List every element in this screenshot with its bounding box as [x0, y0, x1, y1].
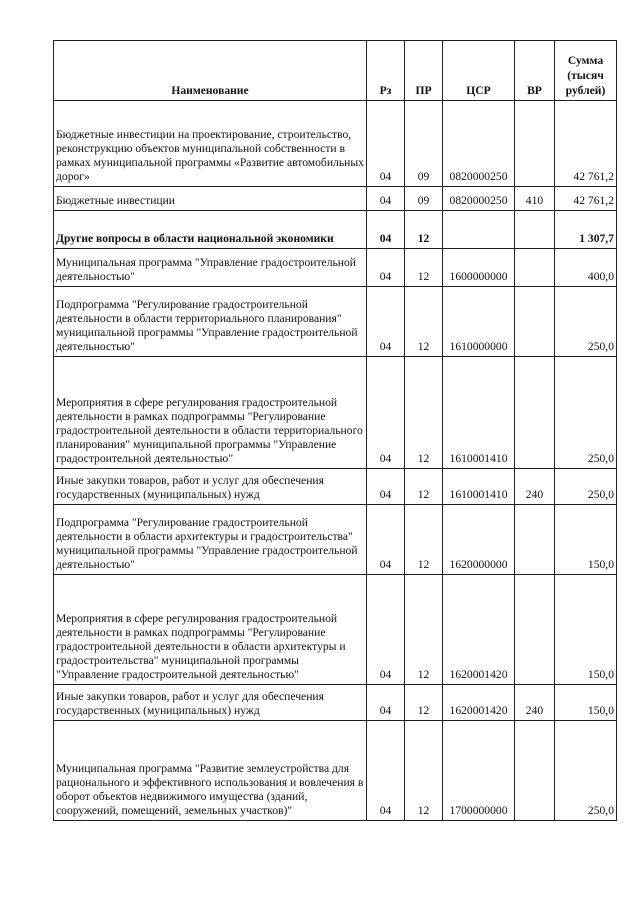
- row-vr: [515, 211, 555, 249]
- row-rz: 04: [367, 721, 405, 821]
- row-csr: 1600000000: [443, 249, 515, 287]
- row-csr: 1700000000: [443, 721, 515, 821]
- row-rz: 04: [367, 187, 405, 211]
- row-sum: 250,0: [555, 287, 617, 357]
- row-pr: 12: [405, 287, 443, 357]
- row-name: Муниципальная программа "Управление градостроительной деятельностью": [54, 249, 367, 287]
- table-row: [54, 287, 617, 357]
- table-row: [54, 101, 617, 187]
- row-rz: 04: [367, 505, 405, 575]
- row-vr: 240: [515, 469, 555, 505]
- row-csr: 1610000000: [443, 287, 515, 357]
- row-csr: 1610001410: [443, 469, 515, 505]
- row-rz: 04: [367, 469, 405, 505]
- table-row: [54, 721, 617, 821]
- row-sum: 1 307,7: [555, 211, 617, 249]
- table-row: [54, 469, 617, 505]
- row-csr: 1620001420: [443, 575, 515, 685]
- table-row: [54, 249, 617, 287]
- row-sum: 250,0: [555, 721, 617, 821]
- row-pr: 12: [405, 357, 443, 469]
- row-pr: 09: [405, 187, 443, 211]
- row-csr: 1620001420: [443, 685, 515, 721]
- header-sum: Сумма (тысяч рублей): [555, 41, 617, 101]
- row-pr: 09: [405, 101, 443, 187]
- row-rz: 04: [367, 249, 405, 287]
- row-sum: 150,0: [555, 575, 617, 685]
- row-pr: 12: [405, 469, 443, 505]
- row-rz: 04: [367, 575, 405, 685]
- header-vr: ВР: [515, 41, 555, 101]
- row-sum: 400,0: [555, 249, 617, 287]
- row-vr: [515, 101, 555, 187]
- row-csr: [443, 211, 515, 249]
- row-pr: 12: [405, 211, 443, 249]
- row-vr: 410: [515, 187, 555, 211]
- budget-table: [53, 40, 617, 821]
- row-vr: [515, 249, 555, 287]
- row-name: Иные закупки товаров, работ и услуг для обеспечения государственных (муниципальных) нужд: [54, 685, 367, 721]
- row-csr: 1620000000: [443, 505, 515, 575]
- row-csr: 1610001410: [443, 357, 515, 469]
- row-sum: 42 761,2: [555, 187, 617, 211]
- row-pr: 12: [405, 685, 443, 721]
- row-pr: 12: [405, 721, 443, 821]
- row-vr: [515, 505, 555, 575]
- row-name: Муниципальная программа "Развитие землеустройства для рационального и эффективного использования и вовлечения в оборот объектов недвижимого имущества (зданий, сооружений, помещений, земельных участков)": [54, 721, 367, 821]
- row-vr: [515, 287, 555, 357]
- table-row: [54, 575, 617, 685]
- row-pr: 12: [405, 505, 443, 575]
- row-pr: 12: [405, 575, 443, 685]
- header-row: [54, 41, 617, 101]
- row-vr: [515, 575, 555, 685]
- row-csr: 0820000250: [443, 101, 515, 187]
- row-csr: 0820000250: [443, 187, 515, 211]
- row-name: Мероприятия в сфере регулирования градостроительной деятельности в рамках подпрограммы "Регулирование градостроительной деятельности в области территориального планирования" муниципальной программы "Управление градостроительной деятельностью": [54, 357, 367, 469]
- table-row: [54, 357, 617, 469]
- table-row-section: [54, 211, 617, 249]
- row-name: Другие вопросы в области национальной экономики: [54, 211, 367, 249]
- row-name: Иные закупки товаров, работ и услуг для обеспечения государственных (муниципальных) нужд: [54, 469, 367, 505]
- header-csr: ЦСР: [443, 41, 515, 101]
- row-name: Подпрограмма "Регулирование градостроительной деятельности в области архитектуры и градостроительства" муниципальной программы "Управление градостроительной деятельностью": [54, 505, 367, 575]
- header-name: Наименование: [54, 41, 367, 101]
- row-name: Мероприятия в сфере регулирования градостроительной деятельности в рамках подпрограммы "Регулирование градостроительной деятельности в области архитектуры и градостроительства" муниципальной программы "Управление градостроительной деятельностью": [54, 575, 367, 685]
- row-sum: 42 761,2: [555, 101, 617, 187]
- row-pr: 12: [405, 249, 443, 287]
- row-sum: 250,0: [555, 357, 617, 469]
- header-pr: ПР: [405, 41, 443, 101]
- header-rz: Рз: [367, 41, 405, 101]
- table-row: [54, 505, 617, 575]
- row-rz: 04: [367, 685, 405, 721]
- row-vr: [515, 357, 555, 469]
- row-name: Бюджетные инвестиции на проектирование, строительство, реконструкцию объектов муниципальной собственности в рамках муниципальной программы «Развитие автомобильных дорог»: [54, 101, 367, 187]
- table-row: [54, 187, 617, 211]
- row-sum: 250,0: [555, 469, 617, 505]
- row-name: Подпрограмма "Регулирование градостроительной деятельности в области территориального планирования" муниципальной программы "Управление градостроительной деятельностью": [54, 287, 367, 357]
- row-vr: [515, 721, 555, 821]
- row-sum: 150,0: [555, 505, 617, 575]
- row-rz: 04: [367, 211, 405, 249]
- row-rz: 04: [367, 101, 405, 187]
- table-row: [54, 685, 617, 721]
- row-rz: 04: [367, 287, 405, 357]
- row-name: Бюджетные инвестиции: [54, 187, 367, 211]
- row-rz: 04: [367, 357, 405, 469]
- row-vr: 240: [515, 685, 555, 721]
- row-sum: 150,0: [555, 685, 617, 721]
